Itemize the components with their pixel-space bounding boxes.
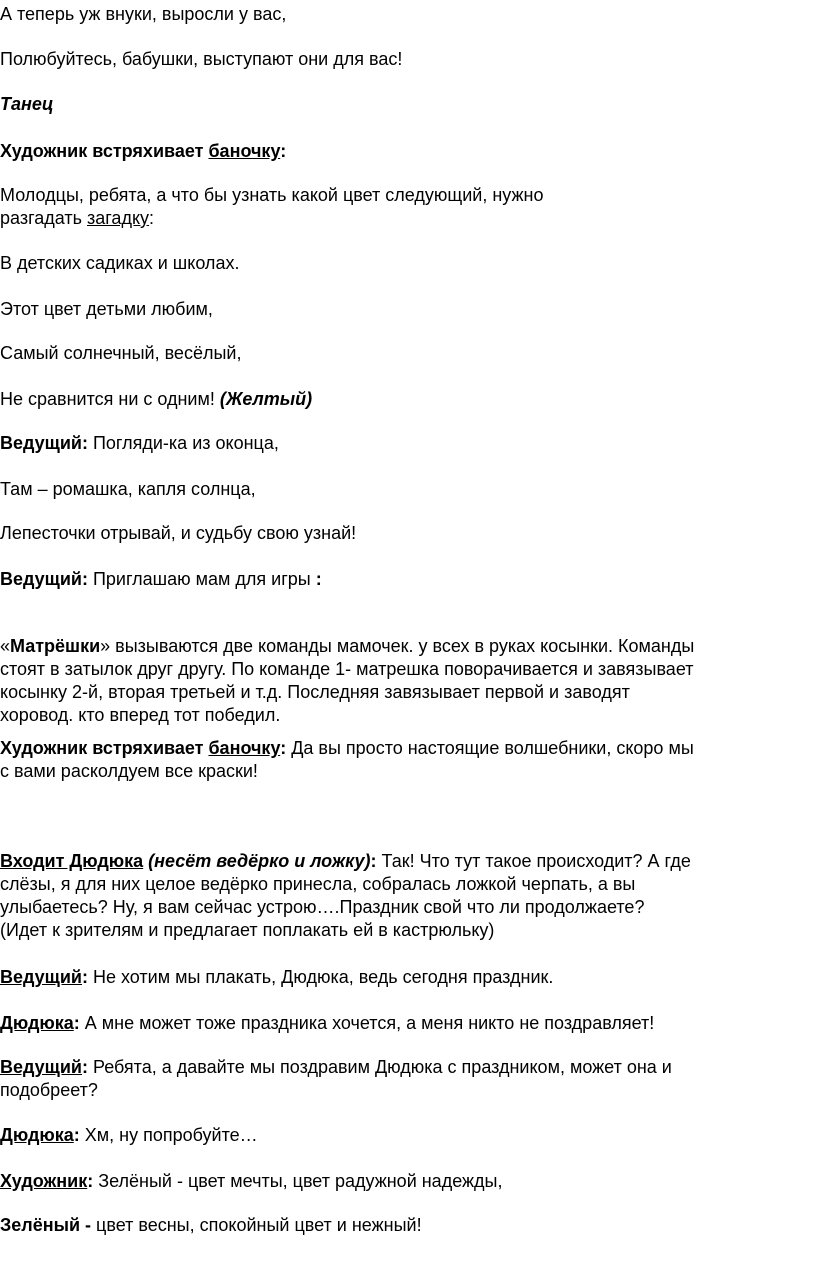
text: Так! Что тут такое происходит? А где <box>376 851 691 871</box>
speaker: Художник <box>0 1171 88 1191</box>
colon: : <box>280 738 287 758</box>
host-line <box>0 432 816 455</box>
link-riddle[interactable]: загадку <box>87 208 150 228</box>
verse-line <box>0 3 816 26</box>
verse-line <box>0 1214 816 1237</box>
colon: : <box>81 1057 88 1077</box>
speaker: Ведущий: <box>0 433 88 453</box>
answer: (Желтый) <box>219 389 313 409</box>
colon: : <box>81 967 88 987</box>
text: Зелёный - цвет мечты, цвет радужной надежды, <box>93 1171 503 1191</box>
verse-line <box>0 48 816 71</box>
text: разгадать <box>0 208 87 228</box>
text: А теперь уж внуки, выросли у вас, <box>0 4 287 24</box>
text: Молодцы, ребята, а что бы узнать какой цвет следующий, нужно <box>0 185 544 205</box>
quote: « <box>0 636 11 656</box>
text: цвет весны, спокойный цвет и нежный! <box>96 1215 422 1235</box>
text: Хм, ну попробуйте… <box>79 1125 258 1145</box>
text: Не хотим мы плакать, Дюдюка, ведь сегодня праздник. <box>87 967 554 987</box>
verse-line <box>0 478 816 501</box>
emphasis: Зелёный - <box>0 1215 97 1235</box>
text: Этот цвет детьми любим, <box>0 299 213 319</box>
verse-line <box>0 342 816 365</box>
text: Приглашаю мам для игры <box>87 569 316 589</box>
paragraph-matryoshka-game <box>0 635 816 727</box>
stage-note: (несёт ведёрко и ложку) <box>143 851 371 871</box>
host-line <box>0 568 816 591</box>
text: подобреет? <box>0 1080 98 1100</box>
text: Танец <box>0 94 54 114</box>
speaker: Дюдюка <box>0 1013 74 1033</box>
dyudyuka-line <box>0 1124 816 1147</box>
stage-direction: Входит Дюдюка <box>0 851 144 871</box>
link-jar[interactable]: баночку <box>208 738 281 758</box>
text: стоят в затылок друг другу. По команде 1- матрешка поворачивается и завязывает <box>0 659 694 679</box>
paragraph-dyudyuka-enters <box>0 850 816 942</box>
speaker: Ведущий <box>0 1057 82 1077</box>
text: слёзы, я для них целое ведёрко принесла, собралась ложкой черпать, а вы <box>0 874 636 894</box>
colon: : <box>149 208 155 228</box>
colon: : <box>73 1125 80 1145</box>
link-jar[interactable]: баночку <box>208 141 281 161</box>
text: с вами расколдуем все краски! <box>0 761 258 781</box>
colon: : <box>73 1013 80 1033</box>
text: хоровод. кто вперед тот победил. <box>0 705 281 725</box>
artist-line <box>0 1170 816 1193</box>
dyudyuka-line <box>0 1012 816 1035</box>
host-line <box>0 1056 816 1102</box>
paragraph-riddle-intro <box>0 184 816 230</box>
verse-line <box>0 522 816 545</box>
speaker: Художник встряхивает <box>0 738 209 758</box>
artist-remark <box>0 737 816 783</box>
verse-line <box>0 298 816 321</box>
colon: : <box>315 569 322 589</box>
speaker: Художник встряхивает <box>0 141 209 161</box>
speaker: Ведущий: <box>0 569 88 589</box>
text: Погляди-ка из оконца, <box>87 433 279 453</box>
text: улыбаетесь? Ну, я вам сейчас устрою….Праздник свой что ли продолжаете? <box>0 897 645 917</box>
text: В детских садиках и школах. <box>0 253 240 273</box>
stage-direction-dance <box>0 93 816 116</box>
host-line <box>0 966 816 989</box>
text: косынку 2-й, вторая третьей и т.д. Последняя завязывает первой и заводят <box>0 682 630 702</box>
artist-remark <box>0 140 816 163</box>
text: Не сравнится ни с одним! <box>0 389 220 409</box>
speaker: Ведущий <box>0 967 82 987</box>
game-title: Матрёшки <box>10 636 101 656</box>
verse-line <box>0 252 816 275</box>
text: Да вы просто настоящие волшебники, скоро мы <box>286 738 694 758</box>
text: (Идет к зрителям и предлагает поплакать ей в кастрюльку) <box>0 920 495 940</box>
quote: » <box>100 636 111 656</box>
text: Ребята, а давайте мы поздравим Дюдюка с праздником, может она и <box>87 1057 672 1077</box>
verse-line <box>0 388 816 411</box>
text: Самый солнечный, весёлый, <box>0 343 242 363</box>
text: Там – ромашка, капля солнца, <box>0 479 256 499</box>
text: Лепесточки отрывай, и судьбу свою узнай! <box>0 523 357 543</box>
colon: : <box>280 141 287 161</box>
text: Полюбуйтесь, бабушки, выступают они для вас! <box>0 49 403 69</box>
speaker: Дюдюка <box>0 1125 74 1145</box>
text: А мне может тоже праздника хочется, а меня никто не поздравляет! <box>79 1013 655 1033</box>
colon: : <box>87 1171 94 1191</box>
text: вызываются две команды мамочек. у всех в руках косынки. Команды <box>110 636 695 656</box>
colon: : <box>370 851 377 871</box>
